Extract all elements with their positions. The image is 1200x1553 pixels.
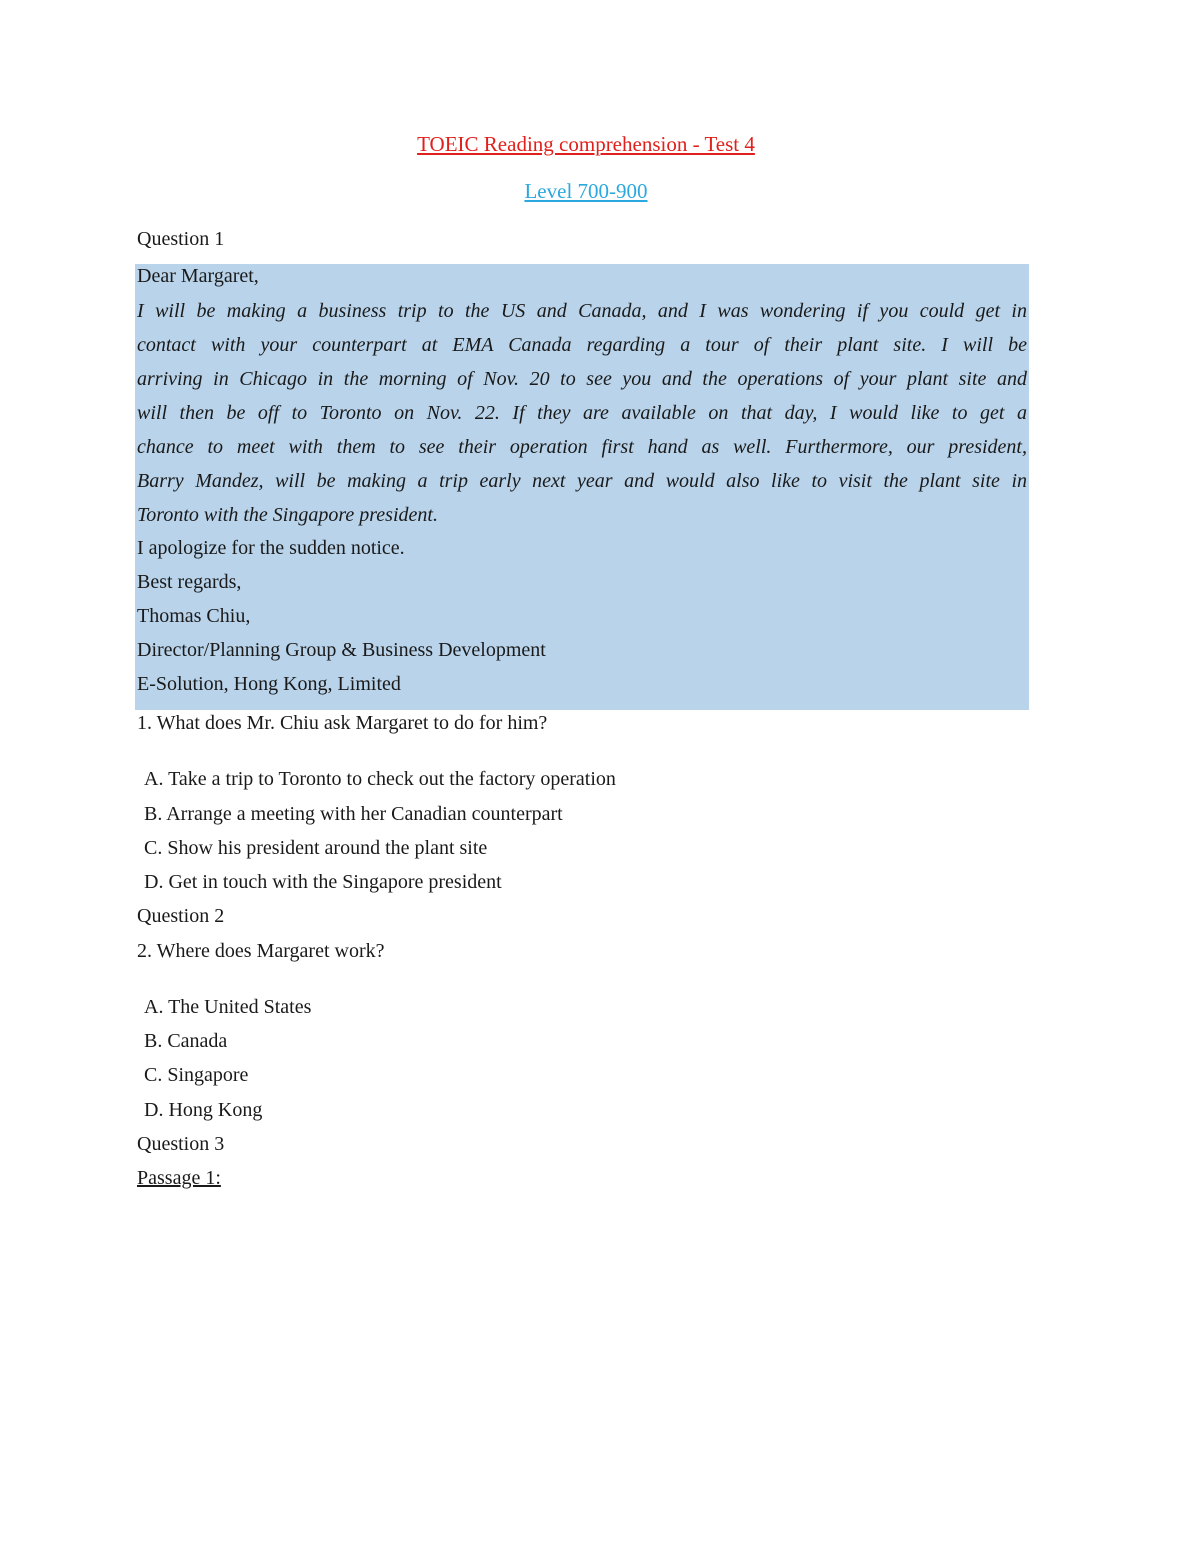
letter-body-line: I will be making a business trip to the US and Canada, and I was wondering if you could get in xyxy=(137,300,1027,322)
letter-body-line: will then be off to Toronto on Nov. 22. If they are available on that day, I would like to get a xyxy=(137,402,1027,424)
question-2-option-a: A. The United States xyxy=(144,996,312,1018)
question-2-label: Question 2 xyxy=(137,905,225,927)
letter-body-line: Barry Mandez, will be making a trip early next year and would also like to visit the plant site in xyxy=(137,470,1027,492)
letter-body xyxy=(137,294,1027,532)
letter-signature-title: Director/Planning Group & Business Development xyxy=(137,639,546,661)
passage-1-label: Passage 1: xyxy=(137,1167,221,1189)
letter-signature-name: Thomas Chiu, xyxy=(137,605,251,627)
letter-greeting: Dear Margaret, xyxy=(137,265,259,287)
question-3-label: Question 3 xyxy=(137,1133,225,1155)
letter-closing: Best regards, xyxy=(137,571,242,593)
question-2-option-d: D. Hong Kong xyxy=(144,1099,263,1121)
letter-body-line: contact with your counterpart at EMA Canada regarding a tour of their plant site. I will be xyxy=(137,334,1027,356)
letter-body-line: arriving in Chicago in the morning of Nov. 20 to see you and the operations of your plant site and xyxy=(137,368,1027,390)
question-2-text: 2. Where does Margaret work? xyxy=(137,940,385,962)
question-1-label: Question 1 xyxy=(137,228,225,250)
letter-body-line: Toronto with the Singapore president. xyxy=(137,504,438,526)
document-title: TOEIC Reading comprehension - Test 4 xyxy=(417,132,755,156)
question-1-option-d: D. Get in touch with the Singapore president xyxy=(144,871,502,893)
letter-apology: I apologize for the sudden notice. xyxy=(137,537,405,559)
letter-body-line: chance to meet with them to see their operation first hand as well. Furthermore, our president, xyxy=(137,436,1027,458)
letter-box xyxy=(135,264,1029,710)
question-1-option-c: C. Show his president around the plant site xyxy=(144,837,488,859)
letter-signature-company: E-Solution, Hong Kong, Limited xyxy=(137,673,401,695)
question-2-option-c: C. Singapore xyxy=(144,1064,249,1086)
question-1-text: 1. What does Mr. Chiu ask Margaret to do for him? xyxy=(137,712,548,734)
question-1-option-b: B. Arrange a meeting with her Canadian counterpart xyxy=(144,803,563,825)
level-heading: Level 700-900 xyxy=(524,179,648,203)
question-1-option-a: A. Take a trip to Toronto to check out the factory operation xyxy=(144,768,616,790)
question-2-option-b: B. Canada xyxy=(144,1030,228,1052)
